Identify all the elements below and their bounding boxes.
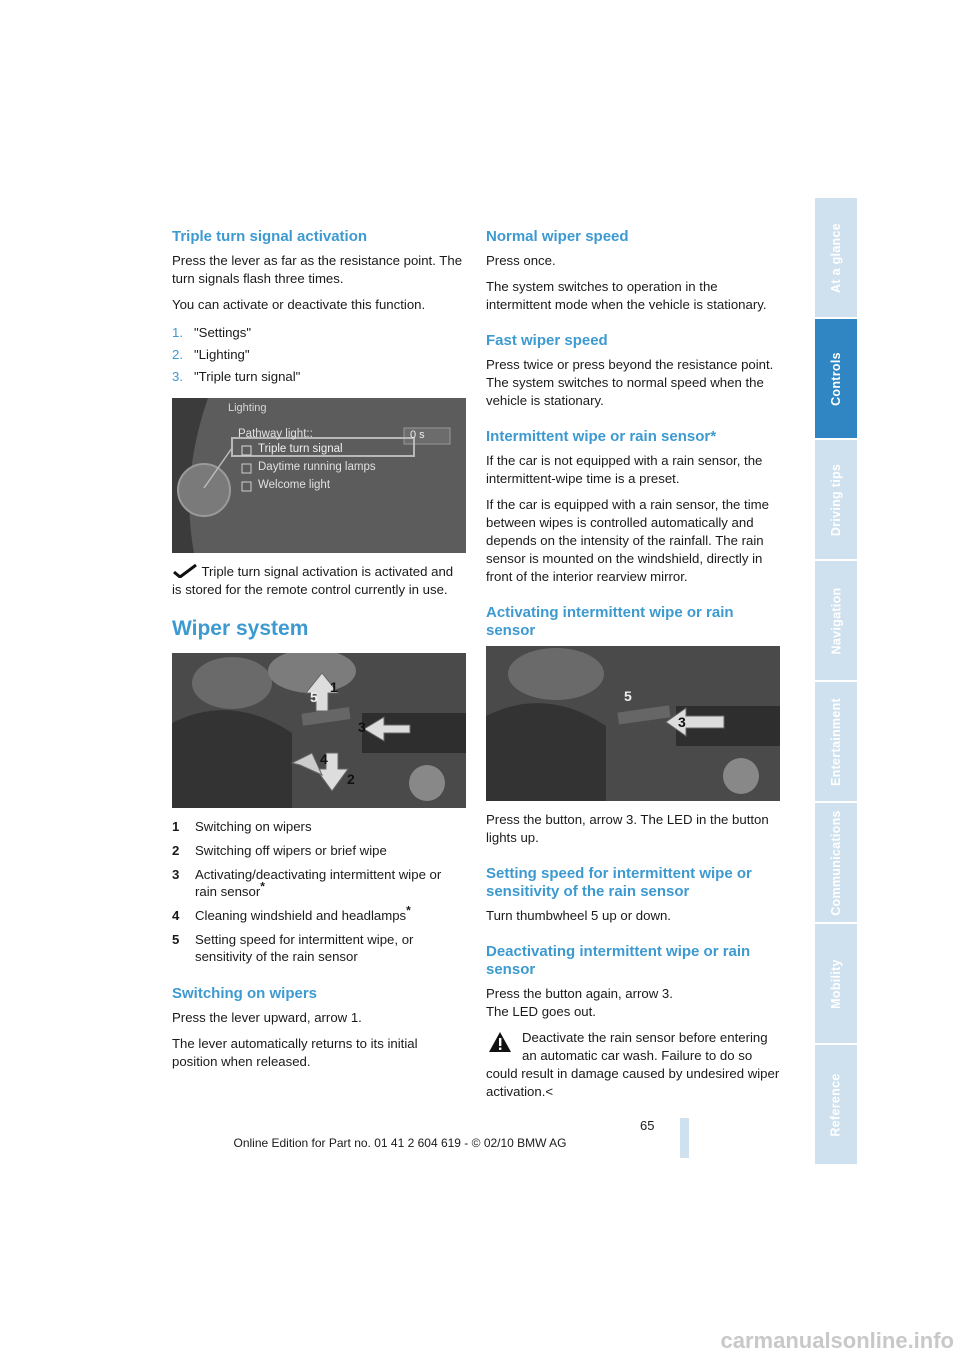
deactivating-heading: Deactivating intermittent wipe or rain sensor <box>486 943 751 978</box>
legend-item: 4 Cleaning windshield and headlamps* <box>172 903 411 923</box>
triple-turn-note: Triple turn signal activation is activated and is stored for the remote control currently in use. <box>172 564 454 597</box>
normal-speed-p1: Press once. <box>486 253 556 268</box>
wiper-button-photo <box>486 646 780 801</box>
fast-speed-p2: The system switches to normal speed when the vehicle is stationary. <box>486 375 764 408</box>
screen-pathway-label: Pathway light:: <box>238 428 313 440</box>
lighting-screen-photo <box>172 398 466 553</box>
chapter-tabs <box>815 198 857 1166</box>
step-2: 2. "Lighting" <box>172 347 250 362</box>
warning-note: Deactivate the rain sensor before entering an automatic car wash. Failure to do so could result in damage caused by undesired wiper activation.< <box>486 1030 780 1099</box>
triple-turn-p2: You can activate or deactivate this function. <box>172 297 426 312</box>
wiper-label-2: 2 <box>347 771 355 787</box>
tab-at-a-glance[interactable]: At a glance <box>815 198 857 317</box>
checkmark-icon <box>172 564 198 578</box>
tab-reference[interactable]: Reference <box>815 1045 857 1164</box>
watermark: carmanualsonline.info <box>720 1328 954 1353</box>
wiper-label-3: 3 <box>358 719 366 735</box>
intermittent-p2: If the car is equipped with a rain sensor, the time between wipes is controlled automatically and depends on the intensity of the rainfall. The rain sensor is mounted on the windshield, directly in front of the interior rearview mirror. <box>486 497 769 584</box>
legend-item: 1 Switching on wipers <box>172 819 312 834</box>
left-column <box>172 228 466 1079</box>
wiper-legend <box>172 818 466 965</box>
intermittent-heading: Intermittent wipe or rain sensor* <box>486 428 717 445</box>
deactivating-p2: The LED goes out. <box>486 1004 596 1019</box>
tab-entertainment[interactable]: Entertainment <box>815 682 857 801</box>
button-label-5: 5 <box>624 688 632 704</box>
legend-item: 5 Setting speed for intermittent wipe, or sensitivity of the rain sensor <box>172 932 414 964</box>
setting-speed-p1: Turn thumbwheel 5 up or down. <box>486 908 671 923</box>
deactivating-p1: Press the button again, arrow 3. <box>486 986 673 1001</box>
normal-speed-heading: Normal wiper speed <box>486 228 629 245</box>
switching-on-p1: Press the lever upward, arrow 1. <box>172 1010 362 1025</box>
step-3: 3. "Triple turn signal" <box>172 369 301 384</box>
screen-option-3: Welcome light <box>258 479 331 491</box>
fast-speed-heading: Fast wiper speed <box>486 332 608 349</box>
activating-heading: Activating intermittent wipe or rain sensor <box>486 604 734 639</box>
footer: Online Edition for Part no. 01 41 2 604 619 - © 02/10 BMW AG <box>233 1136 567 1150</box>
wiper-lever-photo <box>172 653 466 808</box>
button-label-3: 3 <box>678 714 686 730</box>
legend-item: 2 Switching off wipers or brief wipe <box>172 843 387 858</box>
right-column <box>486 228 780 1109</box>
activating-p1: Press the button, arrow 3. The LED in the button lights up. <box>486 812 769 845</box>
switching-on-heading: Switching on wipers <box>172 985 318 1002</box>
page-number: 65 <box>640 1118 655 1133</box>
triple-turn-heading: Triple turn signal activation <box>172 228 368 245</box>
tab-driving-tips[interactable]: Driving tips <box>815 440 857 559</box>
step-1: 1. "Settings" <box>172 325 252 340</box>
tab-mobility[interactable]: Mobility <box>815 924 857 1043</box>
screen-pathway-value: 0 s <box>410 429 425 441</box>
screen-option-2: Daytime running lamps <box>258 461 376 473</box>
fast-speed-p1: Press twice or press beyond the resistance point. <box>486 357 774 372</box>
legend-item: 3 Activating/deactivating intermittent wipe or rain sensor* <box>172 867 442 899</box>
switching-on-p2: The lever automatically returns to its initial position when released. <box>172 1036 418 1069</box>
normal-speed-p2: The system switches to operation in the intermittent mode when the vehicle is stationary. <box>486 279 767 312</box>
triple-turn-p1: Press the lever as far as the resistance point. The turn signals flash three times. <box>172 253 463 286</box>
settings-steps <box>172 322 466 388</box>
tab-navigation[interactable]: Navigation <box>815 561 857 680</box>
screen-title: Lighting <box>228 402 267 414</box>
wiper-label-4: 4 <box>320 751 328 767</box>
screen-option-1: Triple turn signal <box>258 443 343 455</box>
wiper-label-1: 1 <box>330 679 338 695</box>
setting-speed-heading: Setting speed for intermittent wipe or sensitivity of the rain sensor <box>486 865 752 900</box>
intermittent-p1: If the car is not equipped with a rain sensor, the intermittent-wipe time is a preset. <box>486 453 763 486</box>
warning-triangle-icon <box>488 1031 512 1053</box>
tab-controls[interactable]: Controls <box>815 319 857 438</box>
wiper-system-heading: Wiper system <box>172 617 309 640</box>
wiper-label-5: 5 <box>310 689 318 705</box>
tab-communications[interactable]: Communications <box>815 803 857 922</box>
